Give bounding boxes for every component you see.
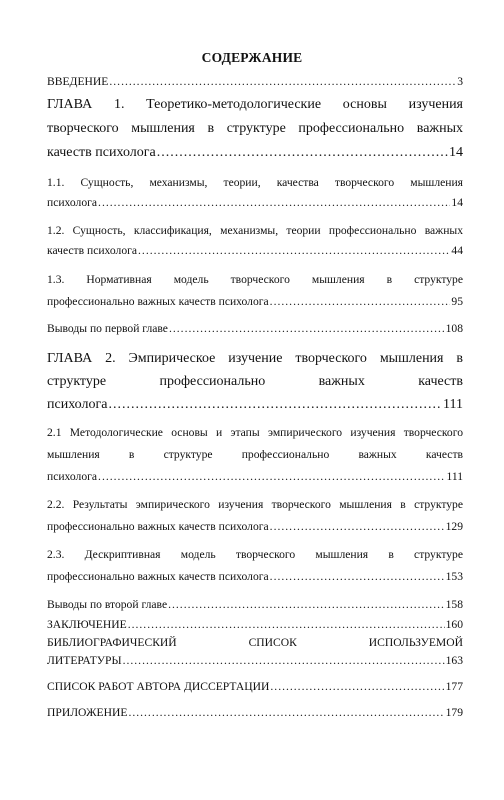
toc-page-number: 3	[457, 75, 463, 88]
toc-entry-line: мышления в структуре профессионально важных качеств	[47, 448, 463, 461]
dot-leader	[270, 516, 445, 538]
dot-leader	[169, 319, 445, 339]
toc-entry-final-line	[47, 594, 463, 616]
toc-entry-line: 1.2. Сущность, классификация, механизмы, теории профессионально важных	[47, 224, 463, 237]
toc-entry-title: профессионально важных качеств психолога	[47, 295, 269, 308]
toc-entry	[47, 347, 463, 416]
toc-entry-final-line	[47, 74, 463, 90]
toc-page-number: 95	[451, 295, 463, 308]
dot-leader	[128, 616, 445, 634]
toc-page-number: 179	[445, 706, 463, 719]
toc-page-number: 160	[445, 618, 463, 631]
toc-entry-title: ВВЕДЕНИЕ	[47, 75, 109, 88]
toc-entry-title: психолога	[47, 196, 98, 209]
toc-entry-line: ГЛАВА 1. Теоретико-методологические основы изучения	[47, 97, 463, 112]
toc-page-number: 177	[445, 680, 463, 693]
toc-page-number: 44	[451, 244, 463, 257]
toc-entry-title: профессионально важных качеств психолога	[47, 570, 269, 583]
toc-entry-final-line	[47, 291, 463, 313]
toc-entry-line: 2.1 Методологические основы и этапы эмпирического изучения творческого	[47, 426, 463, 439]
toc-entry-final-line	[47, 141, 463, 165]
dot-leader	[98, 466, 445, 488]
toc-page-number: 158	[445, 598, 463, 611]
toc-entry-title: качеств психолога	[47, 244, 138, 257]
toc-page-number: 129	[445, 520, 463, 533]
toc-entry	[47, 616, 463, 634]
toc-entry	[47, 221, 463, 261]
toc-entry-line: БИБЛИОГРАФИЧЕСКИЙ СПИСОК ИСПОЛЬЗУЕМОЙ	[47, 636, 463, 649]
toc-entry-title: ЗАКЛЮЧЕНИЕ	[47, 618, 127, 631]
toc-entry	[47, 678, 463, 696]
toc-entry-title: психолога	[47, 470, 98, 483]
toc-entry-title: качеств психолога	[47, 145, 156, 160]
toc-entry	[47, 494, 463, 538]
toc-entry-final-line	[47, 704, 463, 722]
toc-entry-line: 1.3. Нормативная модель творческого мышления в структуре	[47, 273, 463, 286]
toc-page-number: 14	[449, 145, 463, 160]
toc-entry	[47, 704, 463, 722]
toc-entry-line: творческого мышления в структуре профессионально важных	[47, 121, 463, 136]
toc-entry-final-line	[47, 393, 463, 416]
toc-entry-title: ЛИТЕРАТУРЫ	[47, 654, 122, 667]
toc-entry	[47, 93, 463, 165]
toc-entry-title: СПИСОК РАБОТ АВТОРА ДИССЕРТАЦИИ	[47, 680, 270, 693]
toc-entry-line: 2.2. Результаты эмпирического изучения творческого мышления в структуре	[47, 498, 463, 511]
toc-page-number: 14	[451, 196, 463, 209]
toc-entry-final-line	[47, 241, 463, 261]
toc-entry-line: 1.1. Сущность, механизмы, теории, качества творческого мышления	[47, 176, 463, 189]
dot-leader	[123, 652, 445, 670]
toc-entry	[47, 422, 463, 488]
toc-entry	[47, 544, 463, 588]
page-title: СОДЕРЖАНИЕ	[201, 50, 303, 65]
toc-entry-title: Выводы по второй главе	[47, 598, 168, 611]
toc-entry-final-line	[47, 566, 463, 588]
toc-page-number: 111	[443, 397, 463, 412]
dot-leader	[128, 704, 444, 722]
dot-leader	[138, 241, 450, 261]
toc-entry-line: структуре профессионально важных качеств	[47, 374, 463, 389]
toc-entry-final-line	[47, 193, 463, 213]
toc-page-number: 163	[445, 654, 463, 667]
dot-leader	[108, 393, 442, 416]
toc-page-number: 153	[445, 570, 463, 583]
toc-entry-final-line	[47, 516, 463, 538]
dot-leader	[168, 594, 445, 616]
toc-entry	[47, 74, 463, 90]
dot-leader	[270, 291, 451, 313]
dot-leader	[270, 678, 444, 696]
dot-leader	[157, 141, 448, 165]
toc-entry-final-line	[47, 466, 463, 488]
toc-entry-final-line	[47, 678, 463, 696]
toc-entry-title: ПРИЛОЖЕНИЕ	[47, 706, 128, 719]
toc-entry	[47, 319, 463, 339]
toc-page-number: 111	[446, 470, 463, 483]
toc-entry-title: психолога	[47, 397, 108, 412]
toc-entry-final-line	[47, 616, 463, 634]
toc-entry	[47, 594, 463, 616]
toc-entry-title: Выводы по первой главе	[47, 322, 168, 335]
dot-leader	[109, 74, 456, 90]
dot-leader	[98, 193, 450, 213]
toc-entry-final-line	[47, 652, 463, 670]
toc-entry	[47, 634, 463, 670]
toc-entry	[47, 269, 463, 313]
dot-leader	[270, 566, 445, 588]
toc-page-number: 108	[445, 322, 463, 335]
toc-entry-line: ГЛАВА 2. Эмпирическое изучение творческого мышления в	[47, 351, 463, 366]
toc-entry	[47, 173, 463, 213]
toc-entry-line: 2.3. Дескриптивная модель творческого мышления в структуре	[47, 548, 463, 561]
toc-entry-final-line	[47, 319, 463, 339]
table-of-contents	[47, 72, 463, 722]
toc-entry-title: профессионально важных качеств психолога	[47, 520, 269, 533]
